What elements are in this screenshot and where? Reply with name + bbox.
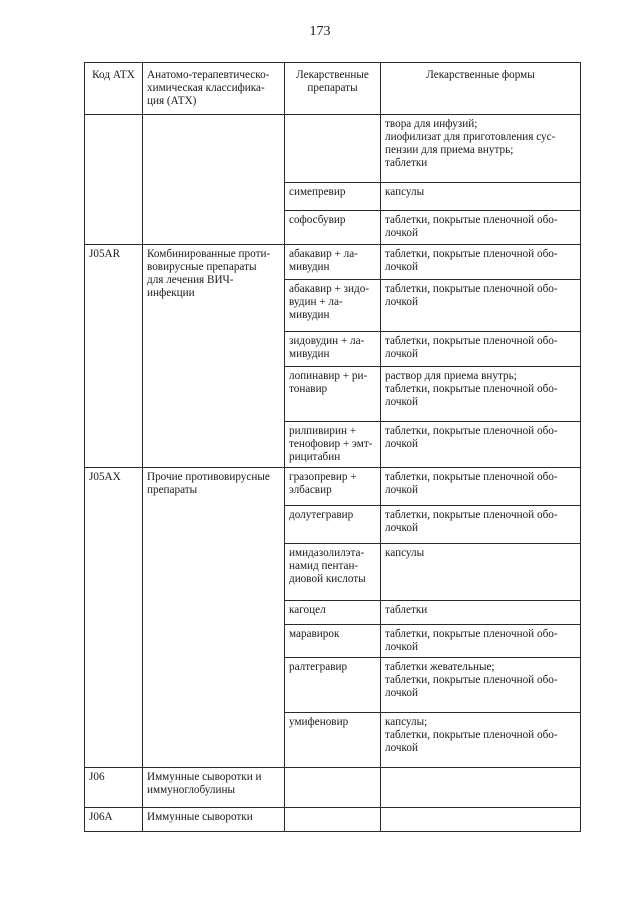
dosage-form-cell: таблетки, покрытые пленочной обо- лочкой (381, 468, 581, 506)
dosage-form-cell: капсулы (381, 183, 581, 211)
header-atx-classification: Анатомо-терапевтическо- химическая классифика- ция (АТХ) (143, 63, 285, 115)
header-atx-code: Код АТХ (85, 63, 143, 115)
table-row (85, 468, 581, 506)
drug-cell (285, 115, 381, 183)
drug-cell: абакавир + ла- мивудин (285, 245, 381, 280)
table-row (85, 245, 581, 280)
drug-cell: гразопревир + элбасвир (285, 468, 381, 506)
atx-drug-table (84, 62, 581, 832)
dosage-form-cell: раствор для приема внутрь; таблетки, покрытые пленочной обо- лочкой (381, 367, 581, 422)
drug-cell: зидовудин + ла- мивудин (285, 332, 381, 367)
drug-cell: долутегравир (285, 506, 381, 544)
drug-cell: абакавир + зидо- вудин + ла- мивудин (285, 280, 381, 332)
dosage-form-cell: таблетки, покрытые пленочной обо- лочкой (381, 506, 581, 544)
drug-cell: лопинавир + ри- тонавир (285, 367, 381, 422)
atx-class-cell (143, 115, 285, 245)
drug-cell: умифеновир (285, 713, 381, 768)
drug-cell: маравирок (285, 625, 381, 658)
dosage-form-cell: таблетки, покрытые пленочной обо- лочкой (381, 422, 581, 468)
dosage-form-cell: таблетки, покрытые пленочной обо- лочкой (381, 280, 581, 332)
atx-code-cell: J05AR (85, 245, 143, 468)
page-number: 173 (309, 24, 331, 39)
atx-class-cell: Иммунные сыворотки (143, 808, 285, 832)
table-row (85, 808, 581, 832)
dosage-form-cell: таблетки жевательные; таблетки, покрытые пленочной обо- лочкой (381, 658, 581, 713)
dosage-form-cell: таблетки, покрытые пленочной обо- лочкой (381, 332, 581, 367)
dosage-form-cell: капсулы; таблетки, покрытые пленочной обо- лочкой (381, 713, 581, 768)
drug-cell: имидазолилэта- намид пентан- диовой кислоты (285, 544, 381, 601)
atx-class-cell: Комбинированные проти- вовирусные препараты для лечения ВИЧ- инфекции (143, 245, 285, 468)
drug-cell: кагоцел (285, 601, 381, 625)
drug-cell: рилпивирин + тенофовир + эмт- рицитабин (285, 422, 381, 468)
table-header-row (85, 63, 581, 115)
table-row (85, 768, 581, 808)
drug-cell: софосбувир (285, 211, 381, 245)
dosage-form-cell: твора для инфузий; лиофилизат для приготовления сус- пензии для приема внутрь; таблетки (381, 115, 581, 183)
atx-code-cell: J05AX (85, 468, 143, 768)
header-drugs: Лекарственные препараты (285, 63, 381, 115)
atx-code-cell (85, 115, 143, 245)
drug-cell (285, 808, 381, 832)
atx-code-cell: J06A (85, 808, 143, 832)
dosage-form-cell: таблетки, покрытые пленочной обо- лочкой (381, 625, 581, 658)
dosage-form-cell (381, 768, 581, 808)
atx-code-cell: J06 (85, 768, 143, 808)
dosage-form-cell: таблетки, покрытые пленочной обо- лочкой (381, 245, 581, 280)
atx-class-cell: Прочие противовирусные препараты (143, 468, 285, 768)
dosage-form-cell: капсулы (381, 544, 581, 601)
dosage-form-cell: таблетки, покрытые пленочной обо- лочкой (381, 211, 581, 245)
atx-class-cell: Иммунные сыворотки и иммуноглобулины (143, 768, 285, 808)
table-row (85, 115, 581, 183)
header-dosage-forms: Лекарственные формы (381, 63, 581, 115)
drug-cell (285, 768, 381, 808)
dosage-form-cell (381, 808, 581, 832)
dosage-form-cell: таблетки (381, 601, 581, 625)
drug-cell: ралтегравир (285, 658, 381, 713)
drug-cell: симепревир (285, 183, 381, 211)
